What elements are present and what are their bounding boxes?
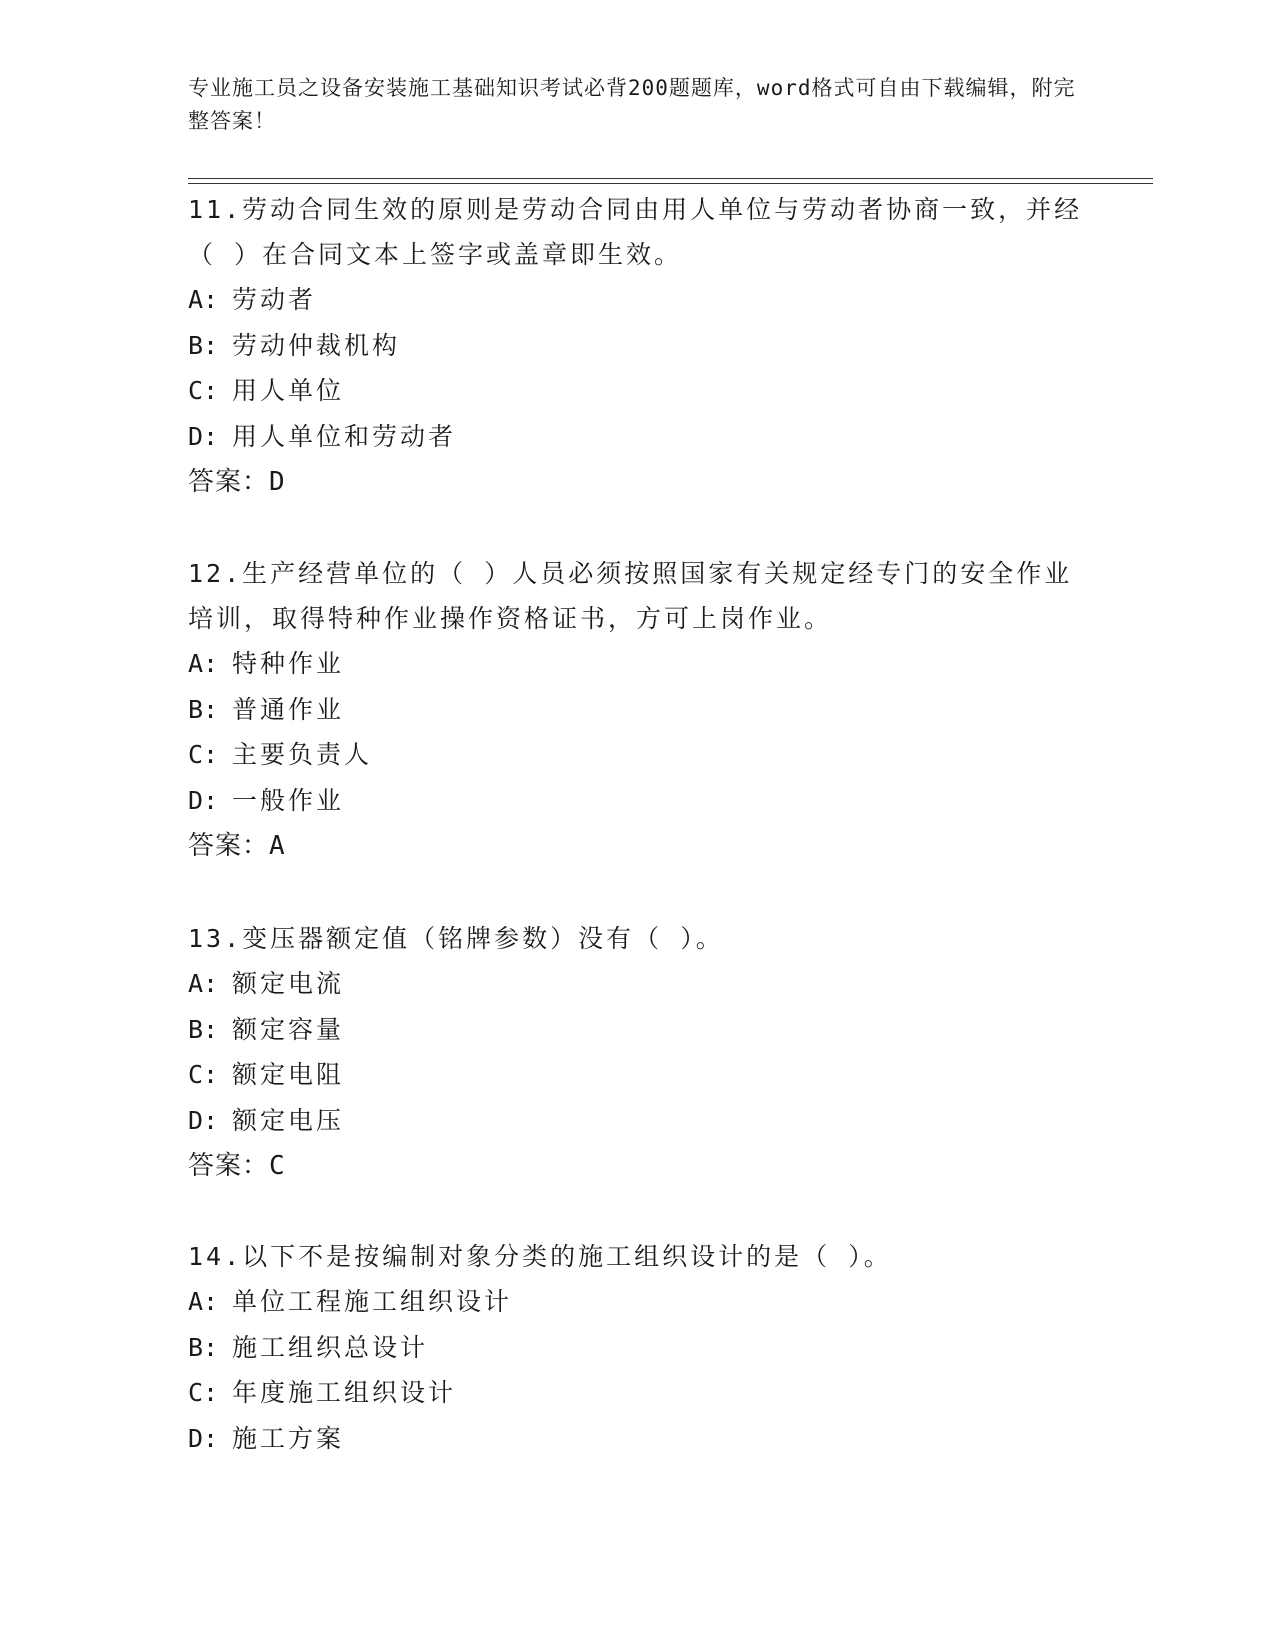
option-text: 单位工程施工组织设计 [232, 1287, 513, 1316]
question-13 [188, 916, 1088, 1189]
option-text: 额定电压 [232, 1105, 345, 1135]
option-text: 额定电流 [232, 969, 345, 998]
option-c [188, 732, 1088, 778]
option-letter: D: [188, 785, 219, 815]
header-divider-top [188, 178, 1153, 179]
answer-value: D [269, 467, 286, 497]
option-d [188, 778, 1088, 824]
header-divider-bottom [188, 183, 1153, 184]
option-text: 年度施工组织设计 [232, 1378, 457, 1407]
option-letter: B: [188, 330, 219, 360]
option-a [188, 961, 1088, 1007]
option-text: 特种作业 [232, 649, 345, 678]
option-c [188, 1370, 1088, 1416]
option-d [188, 1098, 1088, 1144]
question-stem: 11.劳动合同生效的原则是劳动合同由用人单位与劳动者协商一致，并经（ ）在合同文本上签字或盖章即生效。 [188, 195, 1083, 269]
option-text: 普通作业 [232, 694, 345, 724]
question-14 [188, 1234, 1088, 1461]
option-b [188, 687, 1088, 733]
option-text: 用人单位和劳动者 [232, 421, 457, 451]
option-letter: A: [188, 285, 219, 314]
option-letter: C: [188, 740, 219, 769]
option-text: 用人单位 [232, 376, 345, 405]
option-text: 额定容量 [232, 1014, 345, 1044]
answer-line [188, 459, 1088, 505]
answer-line [188, 823, 1088, 869]
option-a [188, 1279, 1088, 1325]
option-c [188, 368, 1088, 414]
option-text: 一般作业 [232, 785, 345, 815]
option-text: 额定电阻 [232, 1060, 345, 1089]
answer-value: C [269, 1151, 286, 1181]
option-text: 劳动者 [232, 285, 317, 314]
option-letter: D: [188, 1105, 219, 1135]
option-letter: D: [188, 1423, 219, 1453]
question-stem: 12.生产经营单位的（ ）人员必须按照国家有关规定经专门的安全作业培训，取得特种作业操作资格证书，方可上岗作业。 [188, 559, 1073, 633]
answer-label: 答案： [188, 1151, 270, 1181]
option-b [188, 1007, 1088, 1053]
question-12 [188, 551, 1088, 869]
answer-label: 答案： [188, 467, 270, 497]
option-a [188, 641, 1088, 687]
option-letter: B: [188, 694, 219, 724]
option-letter: C: [188, 1378, 219, 1407]
option-b [188, 323, 1088, 369]
question-stem: 14.以下不是按编制对象分类的施工组织设计的是（ ）。 [188, 1242, 892, 1271]
option-text: 劳动仲裁机构 [232, 330, 401, 360]
option-letter: A: [188, 1287, 219, 1316]
option-letter: D: [188, 421, 219, 451]
option-letter: C: [188, 1060, 219, 1089]
option-letter: C: [188, 376, 219, 405]
option-text: 施工方案 [232, 1423, 345, 1453]
option-b [188, 1325, 1088, 1371]
answer-value: A [269, 831, 286, 861]
option-text: 施工组织总设计 [232, 1332, 429, 1362]
option-letter: A: [188, 969, 219, 998]
option-text: 主要负责人 [232, 740, 373, 769]
answer-line [188, 1143, 1088, 1189]
option-letter: A: [188, 649, 219, 678]
option-letter: B: [188, 1332, 219, 1362]
option-a [188, 277, 1088, 323]
option-c [188, 1052, 1088, 1098]
document-header: 专业施工员之设备安装施工基础知识考试必背200题题库，word格式可自由下载编辑，附完整答案！ [188, 76, 1076, 133]
answer-label: 答案： [188, 831, 270, 861]
option-d [188, 1416, 1088, 1462]
question-stem: 13.变压器额定值（铭牌参数）没有（ ）。 [188, 924, 724, 953]
option-letter: B: [188, 1014, 219, 1044]
option-d [188, 414, 1088, 460]
question-11 [188, 187, 1088, 505]
